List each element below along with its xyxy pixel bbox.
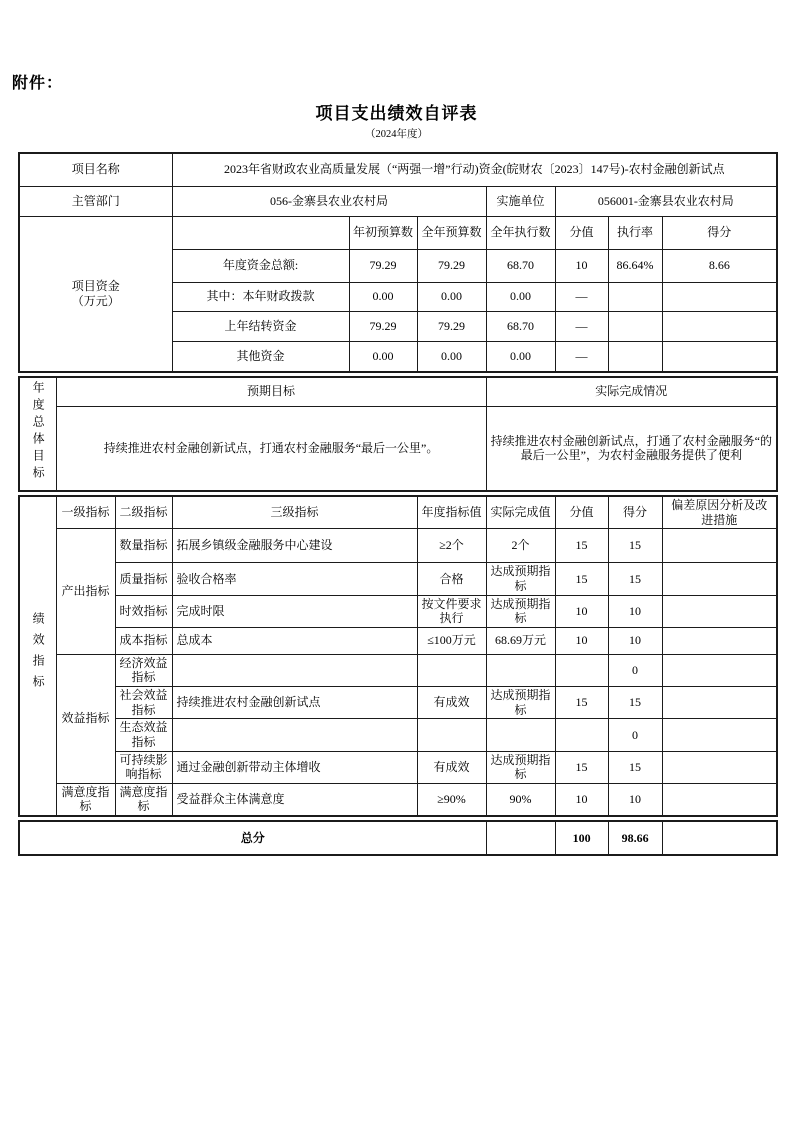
fund-exec-rate: 86.64%: [608, 249, 662, 282]
level2-cell: 社会效益指标: [115, 687, 172, 719]
indicators-table: [18, 495, 778, 817]
attachment-label: 附件：: [12, 75, 64, 92]
fund-executed: 0.00: [486, 282, 555, 311]
target-cell: ≥90%: [417, 783, 486, 816]
score-value-cell: 15: [555, 687, 608, 719]
total-deviation-cell: [662, 821, 777, 855]
project-info-fund-table: [18, 152, 778, 373]
fund-header-score: 得分: [662, 216, 777, 249]
score-value-cell: 10: [555, 783, 608, 816]
fund-score-value: —: [555, 311, 608, 341]
score-cell: 15: [608, 687, 662, 719]
level3-cell: 受益群众主体满意度: [172, 783, 417, 816]
fund-score-value: 10: [555, 249, 608, 282]
actual-cell: 68.69万元: [486, 627, 555, 654]
fund-score: [662, 341, 777, 372]
fund-initial: 0.00: [349, 282, 417, 311]
level1-satisfaction: 满意度指标: [56, 783, 115, 816]
fund-score-value: —: [555, 282, 608, 311]
actual-cell: 2个: [486, 529, 555, 563]
fund-exec-rate: [608, 341, 662, 372]
level2-cell: 生态效益指标: [115, 719, 172, 751]
page-title: 项目支出绩效自评表: [315, 104, 478, 123]
deviation-cell: [662, 654, 777, 686]
page-subtitle: （2024年度）: [365, 129, 428, 140]
header-target: 年度指标值: [417, 496, 486, 529]
actual-cell: 达成预期指标: [486, 751, 555, 783]
score-value-cell: [555, 719, 608, 751]
score-value-cell: [555, 654, 608, 686]
fund-exec-rate: [608, 311, 662, 341]
target-cell: ≥2个: [417, 529, 486, 563]
deviation-cell: [662, 687, 777, 719]
level3-cell: 拓展乡镇级金融服务中心建设: [172, 529, 417, 563]
target-cell: [417, 654, 486, 686]
indicator-row: [19, 751, 777, 783]
target-cell: 有成效: [417, 687, 486, 719]
level2-cell: 质量指标: [115, 563, 172, 595]
deviation-cell: [662, 563, 777, 595]
fund-score: [662, 282, 777, 311]
fund-exec-rate: [608, 282, 662, 311]
deviation-cell: [662, 529, 777, 563]
fund-annual: 0.00: [417, 282, 486, 311]
annual-goal-table: [18, 376, 778, 492]
goal-expected-header: 预期目标: [56, 377, 486, 406]
fund-row-label: 年度资金总额:: [172, 249, 349, 282]
score-cell: 0: [608, 719, 662, 751]
fund-header-score-value: 分值: [555, 216, 608, 249]
header-score-value: 分值: [555, 496, 608, 529]
score-value-cell: 10: [555, 595, 608, 627]
actual-cell: 90%: [486, 783, 555, 816]
goal-side-label-text: 年度总体目标: [31, 381, 46, 484]
target-cell: [417, 719, 486, 751]
actual-cell: 达成预期指标: [486, 563, 555, 595]
target-cell: 按文件要求执行: [417, 595, 486, 627]
indicators-side-label: [19, 496, 56, 816]
score-value-cell: 10: [555, 627, 608, 654]
deviation-cell: [662, 751, 777, 783]
empty-cell: [172, 216, 349, 249]
level2-cell: 经济效益指标: [115, 654, 172, 686]
fund-executed: 0.00: [486, 341, 555, 372]
target-cell: 有成效: [417, 751, 486, 783]
fund-score: 8.66: [662, 249, 777, 282]
indicator-row: [19, 529, 777, 563]
indicator-row: [19, 719, 777, 751]
fund-initial: 0.00: [349, 341, 417, 372]
total-score: 98.66: [608, 821, 662, 855]
evaluation-table: [18, 152, 776, 859]
score-cell: 15: [608, 563, 662, 595]
impl-value: 056001-金寨县农业农村局: [555, 186, 777, 216]
fund-header-initial: 年初预算数: [349, 216, 417, 249]
indicator-header-row: [19, 496, 777, 529]
level3-cell: 总成本: [172, 627, 417, 654]
total-row: [19, 821, 777, 855]
score-cell: 10: [608, 595, 662, 627]
actual-cell: 达成预期指标: [486, 595, 555, 627]
goal-actual-text: 持续推进农村金融创新试点，打通了农村金融服务“的最后一公里”，为农村金融服务提供了便利: [486, 406, 777, 491]
header-level3: 三级指标: [172, 496, 417, 529]
fund-annual: 79.29: [417, 249, 486, 282]
fund-header-annual: 全年预算数: [417, 216, 486, 249]
fund-row-label: 其中：本年财政拨款: [172, 282, 349, 311]
level2-cell: 数量指标: [115, 529, 172, 563]
fund-executed: 68.70: [486, 311, 555, 341]
fund-side-label-line1: 项目资金: [71, 279, 120, 294]
indicator-row: [19, 783, 777, 816]
dept-label: 主管部门: [19, 186, 172, 216]
score-cell: 10: [608, 783, 662, 816]
total-score-value: 100: [555, 821, 608, 855]
fund-header-exec-rate: 执行率: [608, 216, 662, 249]
goal-content-row: [19, 406, 777, 491]
score-cell: 15: [608, 751, 662, 783]
score-cell: 10: [608, 627, 662, 654]
level2-cell: 满意度指标: [115, 783, 172, 816]
deviation-cell: [662, 783, 777, 816]
actual-cell: [486, 719, 555, 751]
level2-cell: 可持续影响指标: [115, 751, 172, 783]
level3-cell: 持续推进农村金融创新试点: [172, 687, 417, 719]
level1-output: 产出指标: [56, 529, 115, 655]
actual-cell: [486, 654, 555, 686]
fund-header-executed: 全年执行数: [486, 216, 555, 249]
dept-value: 056-金寨县农业农村局: [172, 186, 486, 216]
indicator-row: [19, 563, 777, 595]
score-cell: 15: [608, 529, 662, 563]
project-name-label: 项目名称: [19, 153, 172, 186]
goal-side-label: [19, 377, 56, 491]
project-name-value: 2023年省财政农业高质量发展（“两强一增”行动)资金(皖财农〔2023〕147号)-农村金融创新试点: [172, 153, 777, 186]
fund-initial: 79.29: [349, 311, 417, 341]
level3-cell: 完成时限: [172, 595, 417, 627]
level1-benefit: 效益指标: [56, 654, 115, 783]
level2-cell: 时效指标: [115, 595, 172, 627]
score-value-cell: 15: [555, 563, 608, 595]
fund-row-label: 上年结转资金: [172, 311, 349, 341]
target-cell: 合格: [417, 563, 486, 595]
total-label: 总分: [19, 821, 486, 855]
fund-executed: 68.70: [486, 249, 555, 282]
level3-cell: 通过金融创新带动主体增收: [172, 751, 417, 783]
total-score-table: [18, 820, 778, 856]
indicator-row: [19, 687, 777, 719]
department-row: [19, 186, 777, 216]
indicator-row: [19, 595, 777, 627]
score-cell: 0: [608, 654, 662, 686]
fund-annual: 0.00: [417, 341, 486, 372]
impl-label: 实施单位: [486, 186, 555, 216]
fund-side-label-line2: （万元）: [71, 293, 120, 308]
goal-actual-header: 实际完成情况: [486, 377, 777, 406]
deviation-cell: [662, 627, 777, 654]
score-value-cell: 15: [555, 751, 608, 783]
level3-cell: [172, 654, 417, 686]
level2-cell: 成本指标: [115, 627, 172, 654]
score-value-cell: 15: [555, 529, 608, 563]
deviation-cell: [662, 595, 777, 627]
total-actual-cell: [486, 821, 555, 855]
target-cell: ≤100万元: [417, 627, 486, 654]
header-deviation: 偏差原因分析及改进措施: [662, 496, 777, 529]
deviation-cell: [662, 719, 777, 751]
level3-cell: 验收合格率: [172, 563, 417, 595]
indicator-row: [19, 627, 777, 654]
project-name-row: [19, 153, 777, 186]
actual-cell: 达成预期指标: [486, 687, 555, 719]
indicator-row: [19, 654, 777, 686]
goal-expected-text: 持续推进农村金融创新试点，打通农村金融服务“最后一公里”。: [56, 406, 486, 491]
fund-score-value: —: [555, 341, 608, 372]
header-score: 得分: [608, 496, 662, 529]
fund-header-row: [19, 216, 777, 249]
header-actual: 实际完成值: [486, 496, 555, 529]
goal-header-row: [19, 377, 777, 406]
fund-score: [662, 311, 777, 341]
fund-row-label: 其他资金: [172, 341, 349, 372]
header-level1: 一级指标: [56, 496, 115, 529]
level3-cell: [172, 719, 417, 751]
header-level2: 二级指标: [115, 496, 172, 529]
fund-initial: 79.29: [349, 249, 417, 282]
fund-annual: 79.29: [417, 311, 486, 341]
fund-side-label: [19, 216, 172, 372]
indicators-side-label-text: 绩效指标: [31, 612, 46, 697]
